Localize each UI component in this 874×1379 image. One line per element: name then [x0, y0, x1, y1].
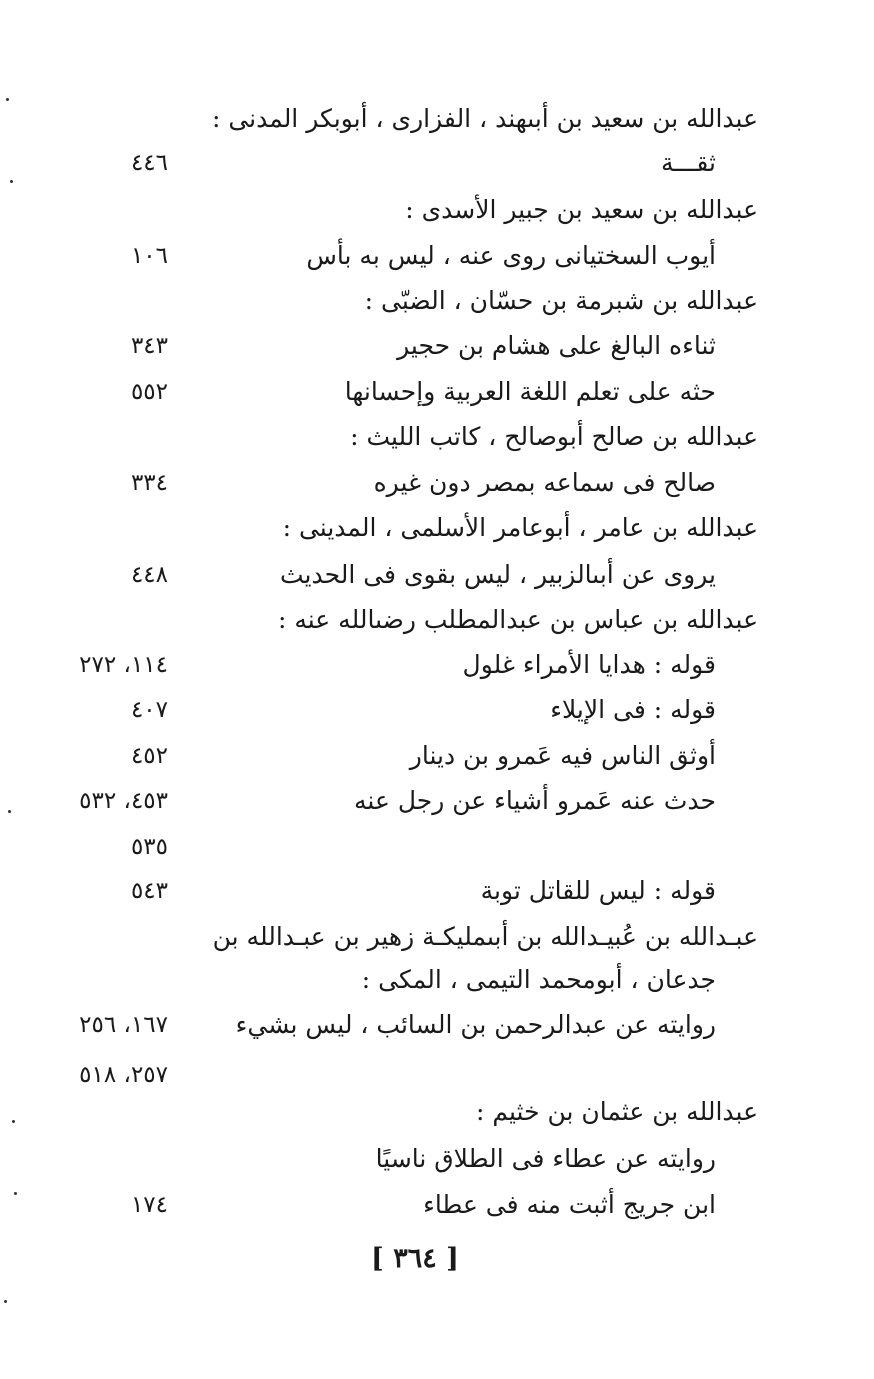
entry-page-refs: ٤٥٢	[130, 743, 168, 769]
entry-subitem: قوله : هدايا الأمراء غلول	[462, 650, 716, 679]
entry-page-refs: ١٧٤	[130, 1192, 168, 1218]
entry-page-refs	[60, 1090, 168, 1134]
entry-page-refs	[60, 598, 168, 642]
entry-subitem: ثناءه البالغ على هشام بن حجير	[397, 331, 716, 360]
entry-page-refs	[60, 97, 168, 141]
scan-speck	[12, 1120, 15, 1123]
entry-heading: عبـدالله بن عُبيـدالله بن أبىمليكـة زهير بن عبـدالله بن	[212, 922, 758, 951]
entry-subitem: أيوب السختيانى روى عنه ، ليس به بأس	[306, 241, 716, 270]
entry-subitem: ابن جريج أثبت منه فى عطاء	[423, 1190, 716, 1219]
entry-page-refs: ١٦٧، ٢٥٦	[79, 1012, 168, 1038]
scan-speck	[4, 1300, 7, 1303]
entry-subitem: قوله : ليس للقاتل توبة	[480, 876, 716, 905]
entry-heading: عبدالله بن شبرمة بن حسّان ، الضبّى :	[364, 286, 758, 315]
entry-page-refs: ١١٤، ٢٧٢	[79, 652, 168, 678]
entry-subitem: روايته عن عطاء فى الطلاق ناسيًا	[375, 1144, 716, 1173]
scan-speck	[6, 98, 9, 101]
entry-page-refs	[60, 1137, 168, 1181]
scan-speck	[10, 180, 13, 183]
entry-subitem: حثه على تعلم اللغة العربية وإحسانها	[344, 377, 716, 406]
entry-page-refs	[60, 415, 168, 459]
entry-heading: عبدالله بن عباس بن عبدالمطلب رضىالله عنه :	[277, 605, 758, 634]
entry-page-refs: ٣٤٣	[130, 333, 168, 359]
entry-subitem: يروى عن أبىالزبير ، ليس بقوى فى الحديث	[279, 560, 716, 589]
entry-page-refs	[60, 958, 168, 1002]
entry-page-refs	[60, 188, 168, 232]
scan-speck	[14, 1192, 17, 1195]
entry-subitem: صالح فى سماعه بمصر دون غيره	[373, 468, 716, 497]
entry-page-refs: ١٠٦	[130, 243, 168, 269]
entry-heading: عبدالله بن عثمان بن خثيم :	[475, 1097, 758, 1126]
entry-page-refs	[60, 915, 168, 959]
entry-page-refs: ٥٥٢	[130, 379, 168, 405]
scan-speck	[8, 810, 11, 813]
entry-heading: عبدالله بن سعيد بن أبىهند ، الفزارى ، أبوبكر المدنى :	[211, 104, 758, 133]
entry-subitem: ثقـــة	[661, 148, 716, 177]
entry-subitem: روايته عن عبدالرحمن بن السائب ، ليس بشيء	[235, 1010, 716, 1039]
entry-subitem: حدث عنه عَمرو أشياء عن رجل عنه	[354, 786, 716, 815]
entry-page-refs: ٤٥٣، ٥٣٢	[79, 788, 168, 814]
entry-page-refs: ٥٤٣	[130, 878, 168, 904]
entry-page-refs: ٤٠٧	[130, 697, 168, 723]
entry-subitem: أوثق الناس فيه عَمرو بن دينار	[409, 741, 716, 770]
entry-page-refs: ٤٤٨	[130, 562, 168, 588]
entry-heading: عبدالله بن عامر ، أبوعامر الأسلمى ، المدينى :	[282, 513, 758, 542]
page-number: [ ٣٦٤ ]	[371, 1243, 459, 1274]
entry-page-refs: ٣٣٤	[130, 470, 168, 496]
entry-heading: عبدالله بن صالح أبوصالح ، كاتب الليث :	[350, 422, 758, 451]
entry-page-refs	[60, 279, 168, 323]
entry-subitem: جدعان ، أبومحمد التيمى ، المكى :	[361, 965, 716, 994]
entry-page-refs	[60, 506, 168, 550]
entry-page-refs: ٥٣٥	[130, 834, 168, 860]
entry-page-refs: ٢٥٧، ٥١٨	[79, 1062, 168, 1088]
entry-subitem: قوله : فى الإيلاء	[550, 695, 716, 724]
entry-heading: عبدالله بن سعيد بن جبير الأسدى :	[405, 195, 758, 224]
entry-page-refs: ٤٤٦	[130, 150, 168, 176]
